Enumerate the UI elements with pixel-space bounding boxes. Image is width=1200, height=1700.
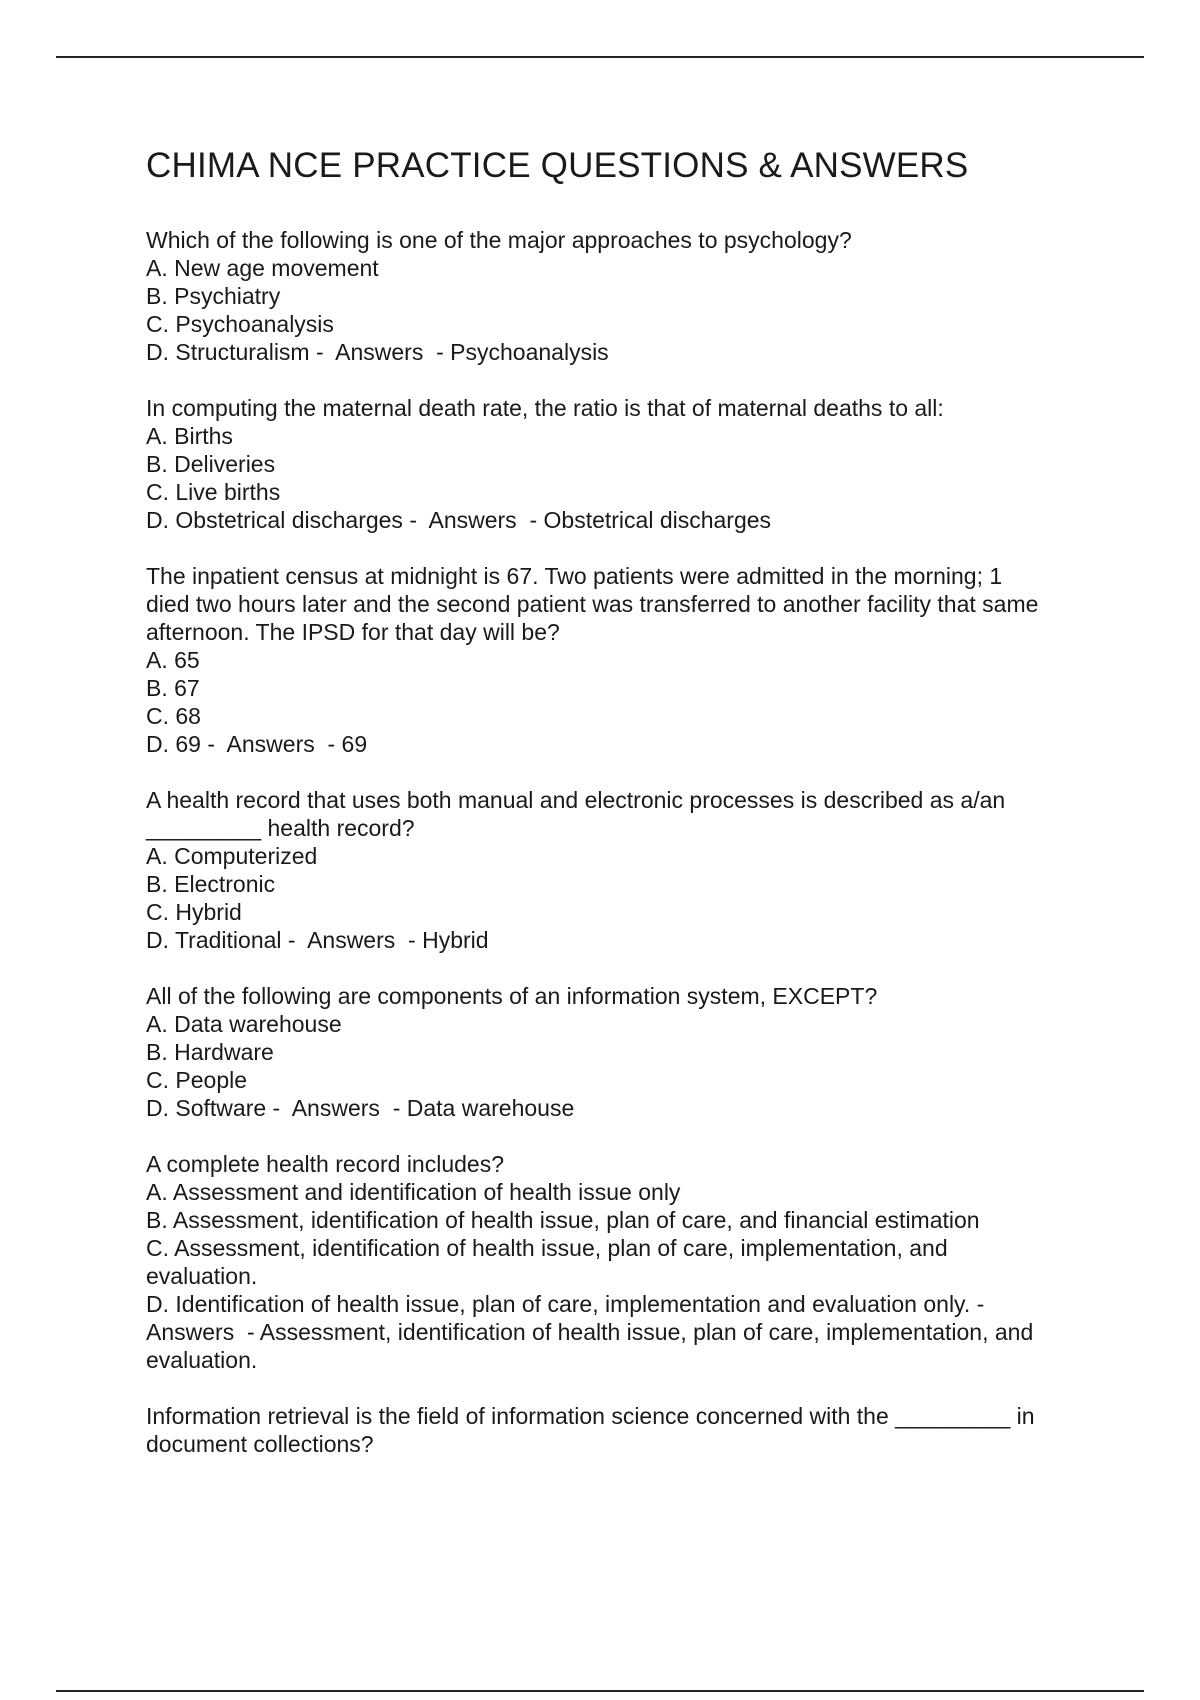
question-text: Information retrieval is the field of information science concerned with the _________ in xyxy=(146,1403,1035,1429)
question-text: All of the following are components of an information system, EXCEPT? xyxy=(146,983,878,1009)
option-c: evaluation. xyxy=(146,1263,258,1289)
option-a: A. Births xyxy=(146,423,233,449)
option-c: C. 68 xyxy=(146,703,201,729)
top-rule xyxy=(56,56,1144,58)
option-d-answer: evaluation. xyxy=(146,1347,258,1373)
question-text: Which of the following is one of the major approaches to psychology? xyxy=(146,227,852,253)
option-b: B. Assessment, identification of health issue, plan of care, and financial estimation xyxy=(146,1207,980,1233)
option-a: A. Data warehouse xyxy=(146,1011,342,1037)
question-text: document collections? xyxy=(146,1431,374,1457)
bottom-rule xyxy=(56,1690,1144,1692)
question-2 xyxy=(146,394,1096,534)
option-d-answer: D. Traditional - Answers - Hybrid xyxy=(146,927,489,953)
question-text: died two hours later and the second patient was transferred to another facility that same xyxy=(146,591,1039,617)
option-d-answer: D. Structuralism - Answers - Psychoanalysis xyxy=(146,339,609,365)
option-d-answer: D. Identification of health issue, plan of care, implementation and evaluation only. - xyxy=(146,1291,985,1317)
option-b: B. Deliveries xyxy=(146,451,276,477)
option-d-answer: D. 69 - Answers - 69 xyxy=(146,731,368,757)
question-text: _________ health record? xyxy=(146,815,415,841)
question-text: A complete health record includes? xyxy=(146,1151,504,1177)
option-c: C. Psychoanalysis xyxy=(146,311,334,337)
option-a: A. Computerized xyxy=(146,843,318,869)
document-title: CHIMA NCE PRACTICE QUESTIONS & ANSWERS xyxy=(146,146,969,185)
option-c: C. Hybrid xyxy=(146,899,242,925)
document-body xyxy=(146,142,1096,1486)
question-1 xyxy=(146,226,1096,366)
question-5 xyxy=(146,982,1096,1122)
option-d-answer: D. Software - Answers - Data warehouse xyxy=(146,1095,575,1121)
option-c: C. People xyxy=(146,1067,248,1093)
option-d-answer: Answers - Assessment, identification of health issue, plan of care, implementation, and xyxy=(146,1319,1034,1345)
option-b: B. Electronic xyxy=(146,871,276,897)
option-a: A. Assessment and identification of health issue only xyxy=(146,1179,681,1205)
question-text: A health record that uses both manual and electronic processes is described as a/an xyxy=(146,787,1006,813)
question-text: In computing the maternal death rate, the ratio is that of maternal deaths to all: xyxy=(146,395,944,421)
question-4 xyxy=(146,786,1096,954)
question-text: afternoon. The IPSD for that day will be? xyxy=(146,619,560,645)
option-b: B. Hardware xyxy=(146,1039,274,1065)
option-d-answer: D. Obstetrical discharges - Answers - Obstetrical discharges xyxy=(146,507,772,533)
question-7 xyxy=(146,1402,1096,1458)
option-b: B. Psychiatry xyxy=(146,283,281,309)
option-a: A. New age movement xyxy=(146,255,379,281)
option-c: C. Live births xyxy=(146,479,281,505)
option-c: C. Assessment, identification of health issue, plan of care, implementation, and xyxy=(146,1235,948,1261)
question-text: The inpatient census at midnight is 67. Two patients were admitted in the morning; 1 xyxy=(146,563,1003,589)
question-6 xyxy=(146,1150,1096,1374)
question-3 xyxy=(146,562,1096,758)
option-b: B. 67 xyxy=(146,675,200,701)
option-a: A. 65 xyxy=(146,647,200,673)
